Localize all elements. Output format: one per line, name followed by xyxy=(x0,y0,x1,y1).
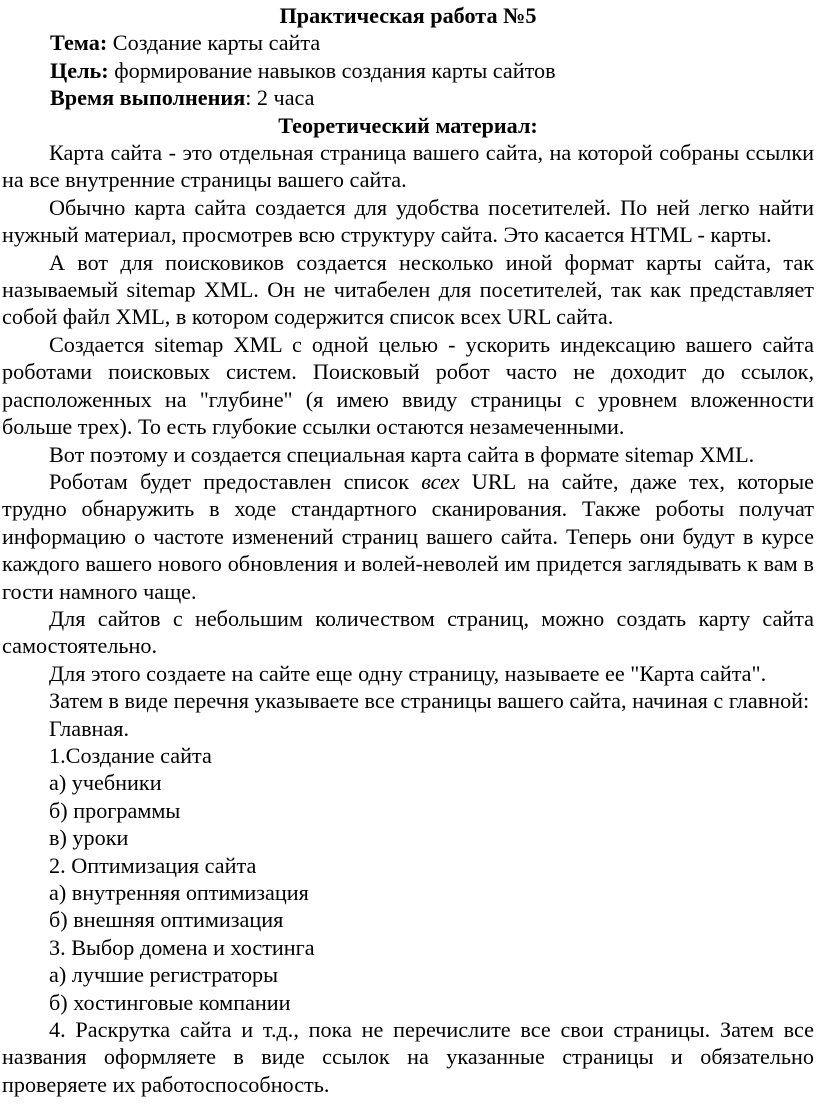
list-item: а) внутренняя оптимизация xyxy=(49,880,309,905)
section-heading: Теоретический материал: xyxy=(278,112,538,138)
list-item: 1.Создание сайта xyxy=(49,742,212,768)
list-item: а) учебники xyxy=(49,770,162,796)
list-item: а) лучшие регистраторы xyxy=(49,962,279,988)
list-item: 2. Оптимизация сайта xyxy=(49,852,257,878)
document-title: Практическая работа №5 xyxy=(279,3,537,28)
paragraph: А вот для поисковиков создается несколько иной формат карты сайта, так называемый sitemap XML. Он не читабелен для посетителей, так как представляет собой файл XML, в котором содержится список всех URL сайта. xyxy=(2,249,814,330)
list-item: в) уроки xyxy=(49,825,129,851)
topic-line xyxy=(2,29,814,56)
topic-value: Создание карты сайта xyxy=(107,30,321,56)
list-item: б) программы xyxy=(49,797,181,823)
paragraph: Карта сайта - это отдельная страница вашего сайта, на которой собраны ссылки на все внутренние страницы вашего сайта. xyxy=(2,140,814,193)
list-item: б) хостинговые компании xyxy=(49,989,291,1015)
robots-paragraph xyxy=(2,468,814,605)
robots-paragraph-italic: всех xyxy=(421,468,460,494)
paragraph: Для этого создаете на сайте еще одну страницу, называете ее "Карта сайта". xyxy=(49,660,767,686)
final-paragraph: 4. Раскрутка сайта и т.д., пока не перечислите все свои страницы. Затем все названия оформляете в виде ссылок на указанные страницы и обязательно проверяете их работоспособность. xyxy=(2,1017,814,1097)
paragraph: Создается sitemap XML с одной целью - ускорить индексацию вашего сайта роботами поисковых систем. Поисковый робот часто не доходит до ссылок, расположенных на "глубине" (я имею ввиду страницы с уровнем вложенности больше трех). То есть глубокие ссылки остаются незамеченными. xyxy=(2,331,814,440)
topic-label: Тема: xyxy=(50,30,108,56)
paragraph: Для сайтов с небольшим количеством страниц, можно создать карту сайта самостоятельно. xyxy=(2,605,814,659)
goal-label: Цель: xyxy=(50,57,109,83)
paragraph: Обычно карта сайта создается для удобства посетителей. По ней легко найти нужный материал, просмотрев всю структуру сайта. Это касается HTML - карты. xyxy=(2,194,814,248)
time-line xyxy=(2,84,814,111)
list-item: 3. Выбор домена и хостинга xyxy=(49,934,315,960)
list-item: б) внешняя оптимизация xyxy=(49,907,284,933)
robots-paragraph-end: URL на сайте, даже тех, которые трудно обнаружить в ходе стандартного сканирования. Также роботы получат информацию о частоте изменений страниц вашего сайта. Теперь они будут в курсе каждого вашего нового обновления и волей-неволей им придется заглядывать к вам в гости намного чаще. xyxy=(2,468,815,604)
robots-paragraph-start: Роботам будет предоставлен список xyxy=(49,468,422,494)
paragraph: Вот поэтому и создается специальная карта сайта в формате sitemap XML. xyxy=(49,441,755,467)
paragraph: Затем в виде перечня указываете все страницы вашего сайта, начиная с главной: xyxy=(49,688,810,714)
list-item: Главная. xyxy=(49,715,130,741)
goal-value: формирование навыков создания карты сайтов xyxy=(108,57,556,83)
time-label: Время выполнения xyxy=(50,85,246,111)
goal-line xyxy=(2,57,814,84)
time-value: : 2 часа xyxy=(245,85,315,111)
